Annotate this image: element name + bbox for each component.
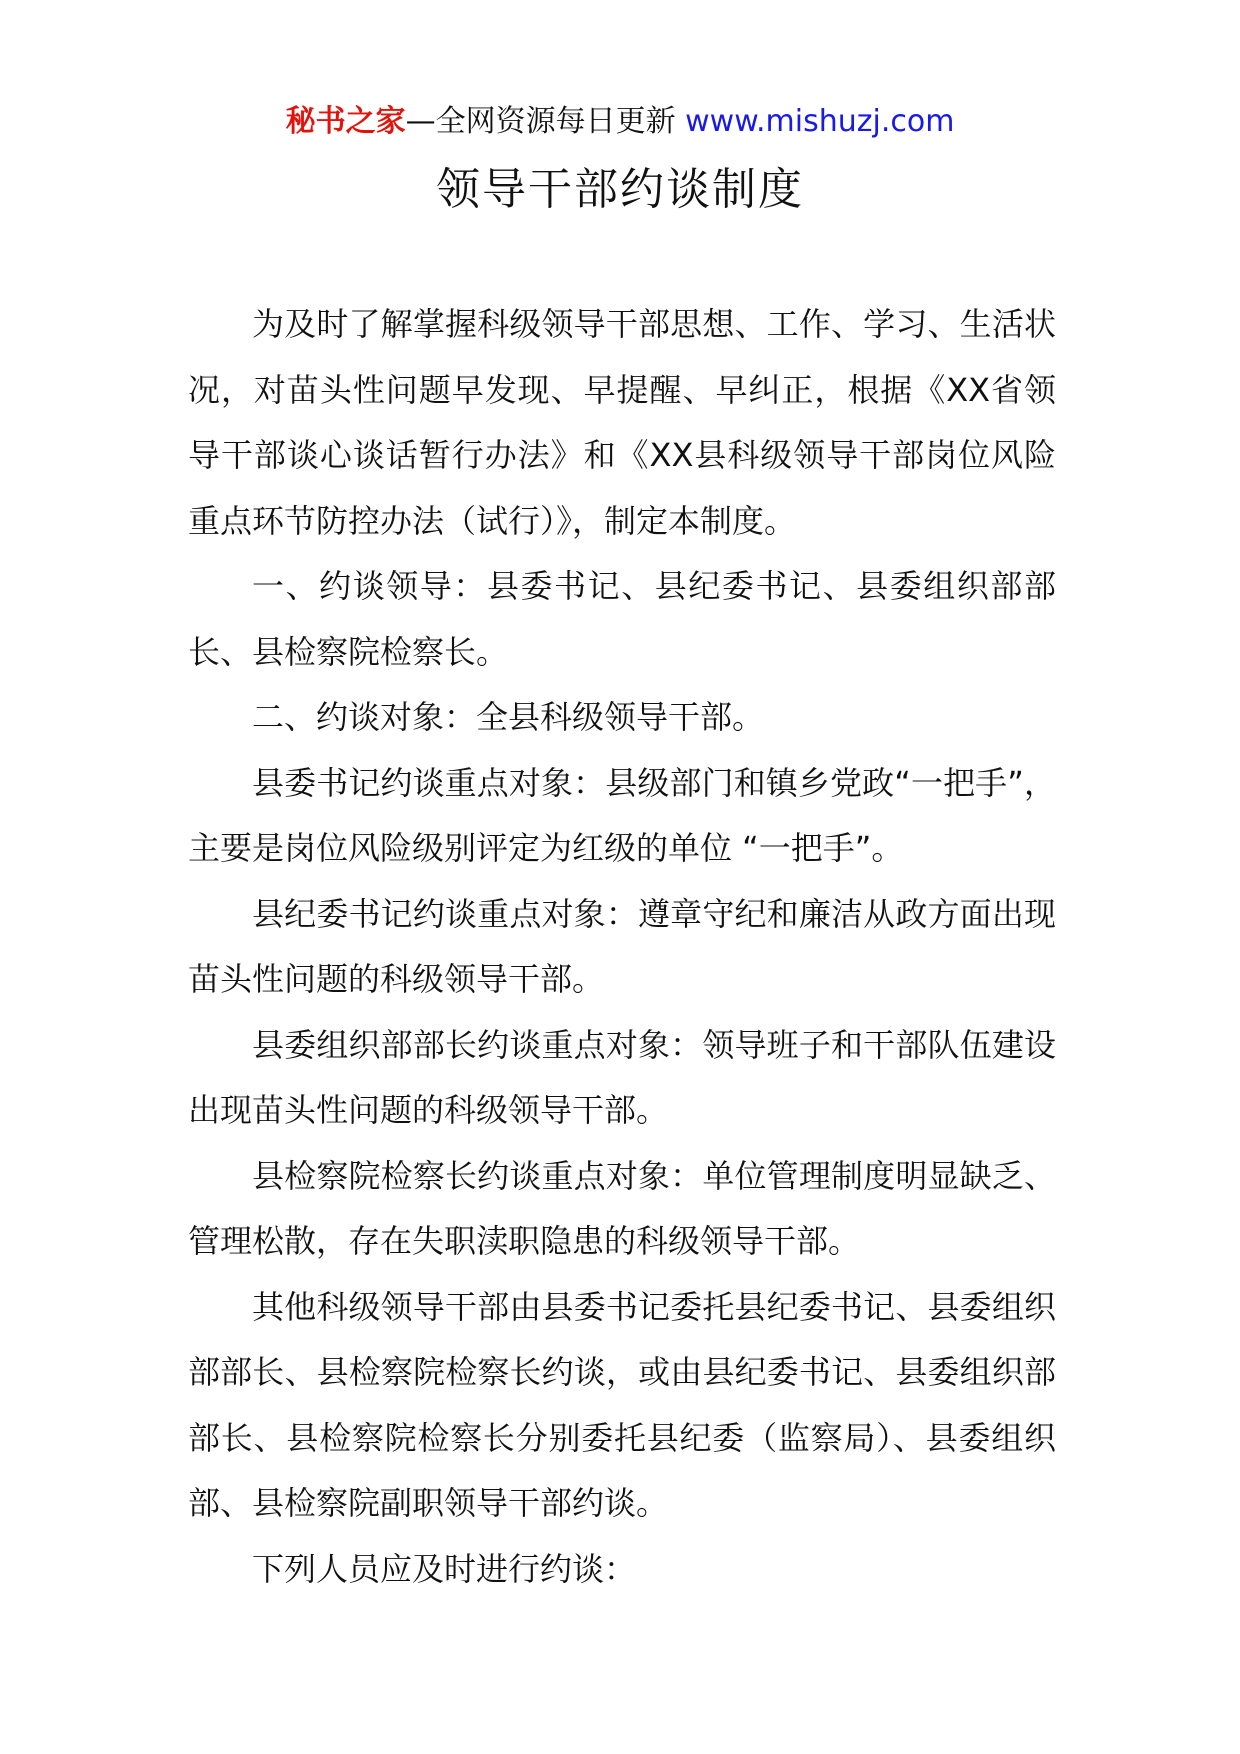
paragraph-party-secretary-focus: 县委书记约谈重点对象：县级部门和镇乡党政“一把手”，主要是岗位风险级别评定为红级的单位 “一把手”。 (188, 763, 1056, 867)
paragraph-organization-head-focus: 县委组织部部长约谈重点对象：领导班子和干部队伍建设出现苗头性问题的科级领导干部。 (188, 1025, 1056, 1129)
site-slogan: —全网资源每日更新 (405, 104, 676, 139)
document-body (188, 292, 1056, 1602)
paragraph-procurator-focus: 县检察院检察长约谈重点对象：单位管理制度明显缺乏、管理松散，存在失职渎职隐患的科级领导干部。 (188, 1156, 1056, 1260)
document-title: 领导干部约谈制度 (436, 164, 804, 215)
paragraph-discipline-secretary-focus: 县纪委书记约谈重点对象：遵章守纪和廉洁从政方面出现苗头性问题的科级领导干部。 (188, 894, 1056, 998)
paragraph-delegation: 其他科级领导干部由县委书记委托县纪委书记、县委组织部部长、县检察院检察长约谈，或由县纪委书记、县委组织部部长、县检察院检察长分别委托县纪委（监察局）、县委组织部、县检察院副职领导干部约谈。 (188, 1287, 1056, 1522)
paragraph-interview-targets: 二、约谈对象：全县科级领导干部。 (252, 698, 765, 736)
paragraph-intro: 为及时了解掌握科级领导干部思想、工作、学习、生活状况，对苗头性问题早发现、早提醒、早纠正，根据《XX省领导干部谈心谈话暂行办法》和《XX县科级领导干部岗位风险重点环节防控办法（试行）》，制定本制度。 (188, 305, 1056, 540)
paragraph-list-intro: 下列人员应及时进行约谈： (252, 1549, 637, 1588)
site-brand: 秘书之家 (285, 104, 406, 139)
paragraph-interview-leaders: 一、约谈领导：县委书记、县纪委书记、县委组织部部长、县检察院检察长。 (188, 567, 1056, 671)
site-url-link[interactable]: www.mishuzj.com (685, 104, 955, 139)
site-header (0, 100, 1240, 144)
